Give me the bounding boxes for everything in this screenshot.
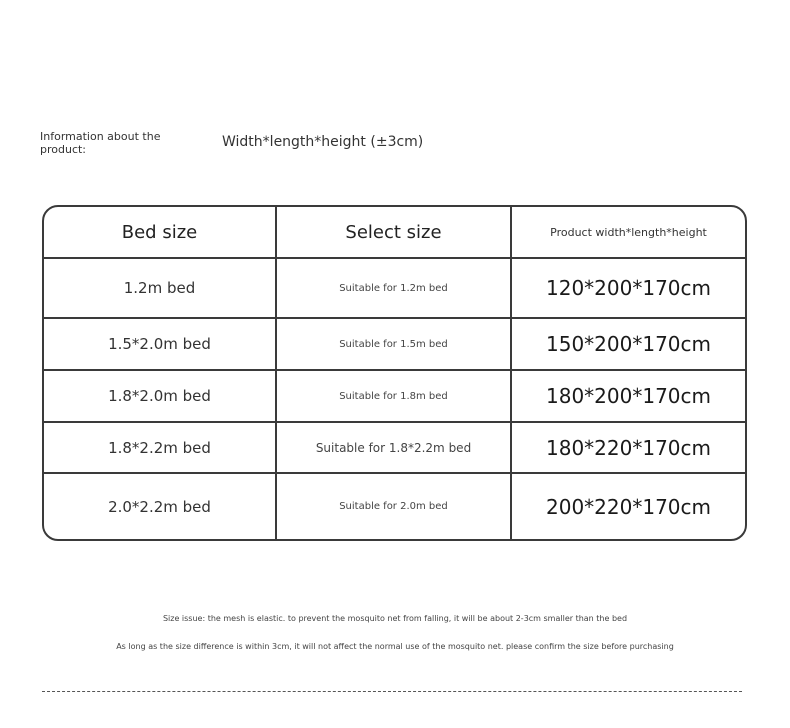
select-size-cell: Suitable for 2.0m bed [277, 474, 512, 539]
dimensions-cell: 180*200*170cm [546, 384, 711, 408]
dimensions-cell: 120*200*170cm [546, 276, 711, 300]
header-product-dimensions: Product width*length*height [550, 225, 707, 239]
dimensions-cell: 200*220*170cm [546, 494, 711, 519]
table-row [44, 472, 745, 539]
select-size-cell: Suitable for 1.5m bed [277, 319, 512, 369]
info-label: Information about the product: [40, 130, 161, 156]
select-size-cell: Suitable for 1.8m bed [277, 371, 512, 421]
bed-size-cell: 1.8*2.2m bed [44, 423, 277, 472]
header-select-size: Select size [277, 207, 512, 257]
table-row [44, 421, 745, 472]
bed-size-cell: 2.0*2.2m bed [44, 474, 277, 539]
header-bed-size: Bed size [44, 207, 277, 257]
size-note-line-2: As long as the size difference is within 3cm, it will not affect the normal use of the mosquito net. please confirm the size before purchasing [116, 642, 674, 651]
table-row [44, 369, 745, 421]
bed-size-cell: 1.8*2.0m bed [44, 371, 277, 421]
size-note-line-1: Size issue: the mesh is elastic. to prevent the mosquito net from falling, it will be about 2-3cm smaller than the bed [162, 614, 628, 623]
select-size-cell: Suitable for 1.8*2.2m bed [277, 423, 512, 472]
table-header-row [44, 207, 745, 257]
table-row [44, 317, 745, 369]
dashed-divider [42, 691, 742, 692]
select-size-cell: Suitable for 1.2m bed [277, 259, 512, 317]
dimensions-cell: 150*200*170cm [546, 332, 711, 356]
bed-size-cell: 1.2m bed [44, 259, 277, 317]
bed-size-cell: 1.5*2.0m bed [44, 319, 277, 369]
table-row [44, 257, 745, 317]
info-value: Width*length*height (±3cm) [222, 134, 424, 150]
size-table [42, 205, 747, 541]
dimensions-cell: 180*220*170cm [546, 435, 711, 460]
